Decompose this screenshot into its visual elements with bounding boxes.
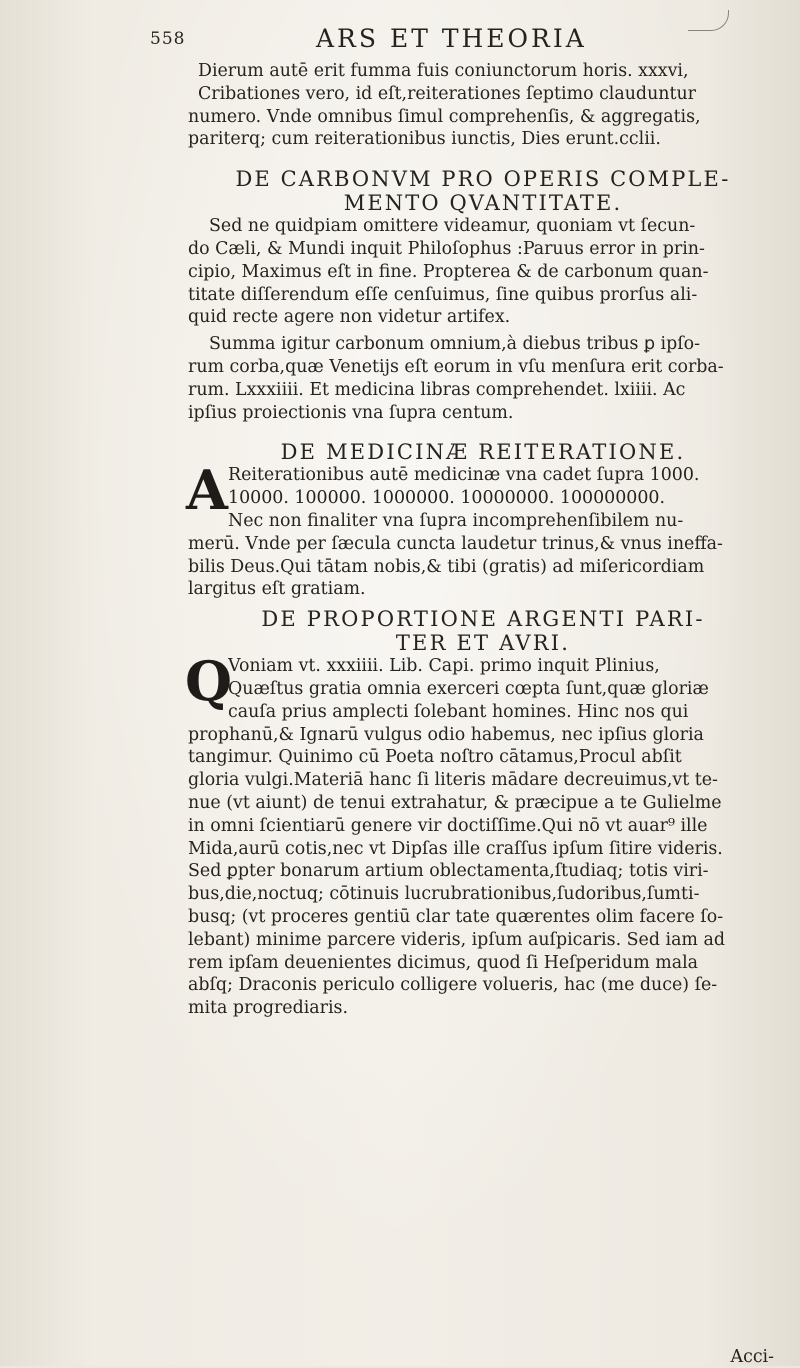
text-line: titate diſſerendum eſſe cenſuimus, ſine quibus prorſus ali- — [188, 284, 698, 305]
text-line: cauſa prius amplecti ſolebant homines. Hinc nos qui — [228, 701, 689, 722]
text-line: quid recte agere non videtur artifex. — [188, 307, 511, 328]
text-line: numero. Vnde omnibus ſimul comprehenſis, & aggregatis, — [188, 106, 701, 127]
heading-line: MENTO QVANTITATE. — [343, 191, 623, 216]
drop-cap-q: Q — [185, 649, 233, 714]
text-line: Quæſtus gratia omnia exerceri cœpta ſunt,quæ gloriæ — [228, 678, 709, 699]
text-line: Sed ꝑpter bonarum artium oblectamenta,ſtudiaq; totis viri- — [188, 861, 709, 882]
paragraph-carbonum-summa — [188, 333, 778, 424]
paragraph-proportione — [185, 649, 778, 1020]
text-line: mita progrediaris. — [188, 998, 348, 1019]
text-line: pariterq; cum reiterationibus iunctis, Dies erunt.cclii. — [188, 129, 661, 150]
text-line: Mida,aurū cotis,nec vt Dipſas ille craſſus ipſum ſitire videris. — [188, 838, 723, 859]
section-heading-medicinae — [188, 440, 778, 464]
heading-line: DE PROPORTIONE ARGENTI PARI- — [261, 607, 705, 632]
paragraph-days-count — [188, 60, 778, 151]
text-line: lebant) minime parcere videris, ipſum auſpicaris. Sed iam ad — [188, 929, 725, 950]
section-heading-carbonum — [188, 167, 778, 215]
text-line: Summa igitur carbonum omnium,à diebus tribus ꝑ ipſo- — [209, 334, 701, 355]
text-line: abſq; Draconis periculo colligere volueris, hac (me duce) ſe- — [188, 975, 718, 996]
text-line: rem ipſam deuenientes dicimus, quod ſi Heſperidum mala — [188, 952, 699, 973]
text-line: tangimur. Quinimo cū Poeta noſtro cātamus,Procul abſit — [188, 747, 682, 768]
heading-line: DE MEDICINÆ REITERATIONE. — [280, 440, 686, 465]
text-line: bilis Deus.Qui tātam nobis,& tibi (gratis) ad miſericordiam — [188, 556, 705, 577]
paragraph-reiteratio — [186, 458, 778, 601]
text-line: Cribationes vero, id eſt,reiterationes ſeptimo clauduntur — [198, 83, 696, 104]
text-line: bus,die,noctuq; cōtinuis lucrubrationibus,ſudoribus,ſumti- — [188, 884, 700, 905]
text-line: rum corba,quæ Venetijs eſt eorum in vſu menſura erit corba- — [188, 356, 724, 377]
text-line: prophanū,& Ignarū vulgus odio habemus, nec ipſius gloria — [188, 724, 704, 745]
heading-line: DE CARBONVM PRO OPERIS COMPLE- — [235, 167, 731, 192]
section-heading-proportione — [188, 607, 778, 655]
running-title: ARS ET THEORIA — [316, 24, 587, 53]
corner-stain — [688, 10, 729, 31]
text-line: largitus eſt gratiam. — [188, 579, 366, 600]
paragraph-carbonum-intro — [188, 215, 778, 329]
text-line: busq; (vt proceres gentiū clar tate quærentes olim facere ſo- — [188, 906, 724, 927]
heading-line: TER ET AVRI. — [395, 631, 571, 656]
running-head — [150, 18, 778, 53]
text-line: nue (vt aiunt) de tenui extrahatur, & præcipue a te Gulielme — [188, 792, 722, 813]
text-line: Voniam vt. xxxiiii. Lib. Capi. primo inquit Plinius, — [228, 656, 660, 677]
text-area — [150, 18, 778, 1020]
text-line: Reiterationibus autē medicinæ vna cadet ſupra 1000. — [228, 465, 700, 486]
text-line: in omni ſcientiarū genere vir doctiſſime.Qui nō vt auar⁹ ille — [188, 815, 708, 836]
text-line: Dierum autē erit fumma fuis coniunctorum horis. xxxvi, — [198, 61, 689, 81]
drop-cap-a: A — [186, 458, 228, 523]
text-line: rum. Lxxxiiii. Et medicina libras comprehendet. lxiiii. Ac — [188, 379, 686, 400]
text-line: Nec non finaliter vna ſupra incomprehenſibilem nu- — [228, 510, 684, 531]
text-line: ipſius proiectionis vna ſupra centum. — [188, 402, 514, 423]
text-line: Sed ne quidpiam omittere videamur, quoniam vt ſecun- — [209, 216, 696, 237]
text-line: do Cæli, & Mundi inquit Philoſophus :Paruus error in prin- — [188, 238, 705, 259]
catchword: Acci- — [730, 1347, 774, 1367]
text-line: merū. Vnde per ſæcula cuncta laudetur trinus,& vnus ineffa- — [188, 533, 723, 554]
text-line: cipio, Maximus eſt in fine. Propterea & de carbonum quan- — [188, 261, 709, 282]
text-line: gloria vulgi.Materiā hanc ſi literis mādare decreuimus,vt te- — [188, 770, 718, 791]
page-number: 558 — [150, 29, 186, 49]
text-line: 10000. 100000. 1000000. 10000000. 100000000. — [228, 488, 666, 509]
